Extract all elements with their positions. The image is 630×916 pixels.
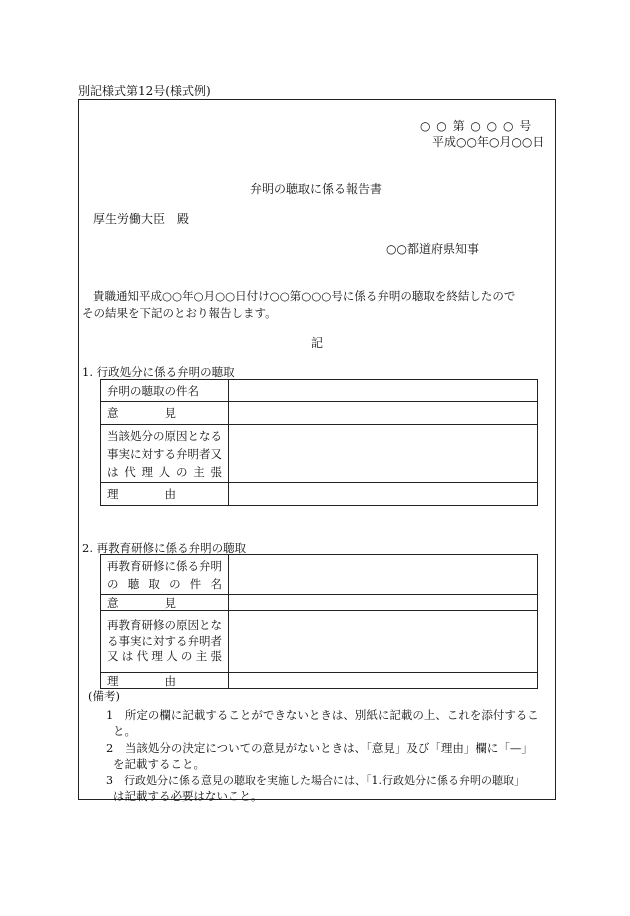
table-row: [101, 402, 538, 425]
row-label: 理 由: [101, 673, 229, 689]
table-row: [101, 483, 538, 506]
note-2-line-2: を記載すること。: [113, 757, 205, 771]
row-label: 弁明の聴取の件名: [101, 380, 229, 402]
table-row: [101, 611, 538, 673]
note-1-line-2: と。: [113, 724, 136, 738]
body-text-line-2: その結果を下記のとおり報告します。: [82, 306, 277, 320]
row-label: 意 見: [101, 595, 229, 611]
form-number-label: 別記様式第12号(様式例): [78, 84, 211, 98]
row-value-field[interactable]: [229, 380, 538, 402]
table-row: [101, 555, 538, 595]
note-1-line-1: 1 所定の欄に記載することができないときは、別紙に記載の上、これを添付するこ: [106, 708, 539, 722]
row-value-field[interactable]: [229, 555, 538, 595]
document-date: 平成○○年○月○○日: [432, 135, 545, 149]
addressee: 厚生労働大臣 殿: [93, 212, 190, 226]
row-value-field[interactable]: [229, 402, 538, 425]
section1-heading: 1. 行政処分に係る弁明の聴取: [82, 365, 235, 379]
section2-table: [100, 554, 538, 689]
note-3-line-2: は記載する必要はないこと。: [113, 789, 263, 803]
table-row: [101, 673, 538, 689]
table-row: [101, 595, 538, 611]
row-label: 理 由: [101, 483, 229, 506]
ki-heading: 記: [311, 336, 324, 350]
row-label: 当該処分の原因となる事実に対する弁明者又は代理人の主張: [101, 425, 229, 483]
document-number: ○ ○ 第 ○ ○ ○ 号: [420, 119, 533, 133]
row-value-field[interactable]: [229, 483, 538, 506]
row-label: 再教育研修の原因となる事実に対する弁明者又は代理人の主張: [101, 611, 229, 673]
row-label: 再教育研修に係る弁明の聴取の件名: [101, 555, 229, 595]
table-row: [101, 425, 538, 483]
row-value-field[interactable]: [229, 673, 538, 689]
body-text-line-1: 貴職通知平成○○年○月○○日付け○○第○○○号に係る弁明の聴取を終結したので: [93, 289, 516, 303]
section2-heading: 2. 再教育研修に係る弁明の聴取: [82, 541, 247, 555]
row-value-field[interactable]: [229, 595, 538, 611]
row-label: 意 見: [101, 402, 229, 425]
note-2-line-1: 2 当該処分の決定についての意見がないときは、「意見」及び「理由」欄に「—」: [106, 741, 533, 755]
note-3-line-1: 3 行政処分に係る意見の聴取を実施した場合には、「1.行政処分に係る弁明の聴取」: [106, 774, 525, 787]
table-row: [101, 380, 538, 402]
row-value-field[interactable]: [229, 611, 538, 673]
document-title: 弁明の聴取に係る報告書: [250, 182, 383, 196]
section1-table: [100, 379, 538, 506]
sender: ○○都道府県知事: [386, 242, 479, 256]
row-value-field[interactable]: [229, 425, 538, 483]
notes-heading: (備考): [88, 689, 120, 703]
